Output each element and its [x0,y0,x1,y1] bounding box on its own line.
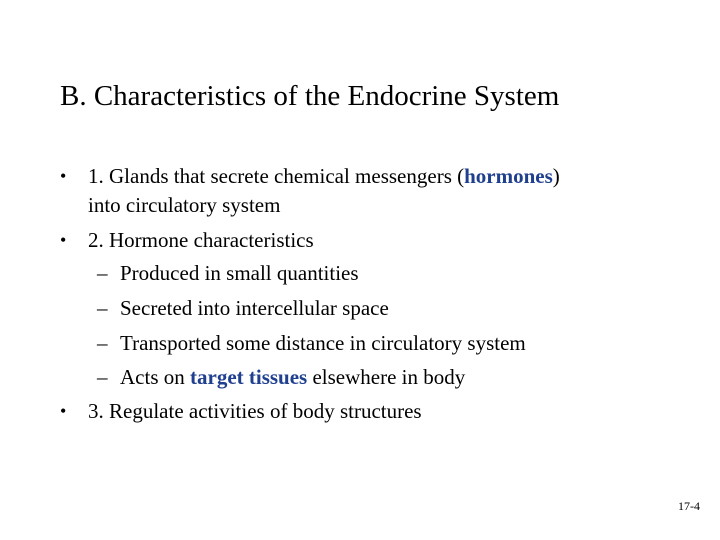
bullet-icon: • [60,166,67,186]
slide-title: B. Characteristics of the Endocrine System [60,80,560,112]
bullet-item-1-continuation: into circulatory system [88,193,281,217]
bullet-item-1 [88,164,560,188]
page-number: 17-4 [678,499,700,513]
sub-item-4-rest: elsewhere in body [307,365,466,389]
highlight-term-hormones: hormones [464,164,553,188]
bullet-item-1-close: ) [552,164,560,188]
bullet-item-1-text: 1. Glands that secrete chemical messengers ( [88,164,465,188]
sub-item-4-text: Acts on [120,365,190,389]
dash-icon: – [97,296,108,320]
bullet-item-3: 3. Regulate activities of body structures [88,399,422,423]
highlight-term-target-tissues: target tissues [190,365,308,389]
sub-item-1: Produced in small quantities [120,261,359,285]
sub-item-3: Transported some distance in circulatory system [120,331,526,355]
sub-item-4 [120,365,465,389]
dash-icon: – [97,365,108,389]
dash-icon: – [97,331,108,355]
bullet-item-2: 2. Hormone characteristics [88,228,314,252]
bullet-icon: • [60,401,67,421]
dash-icon: – [97,261,108,285]
sub-item-2: Secreted into intercellular space [120,296,389,320]
bullet-icon: • [60,230,67,250]
